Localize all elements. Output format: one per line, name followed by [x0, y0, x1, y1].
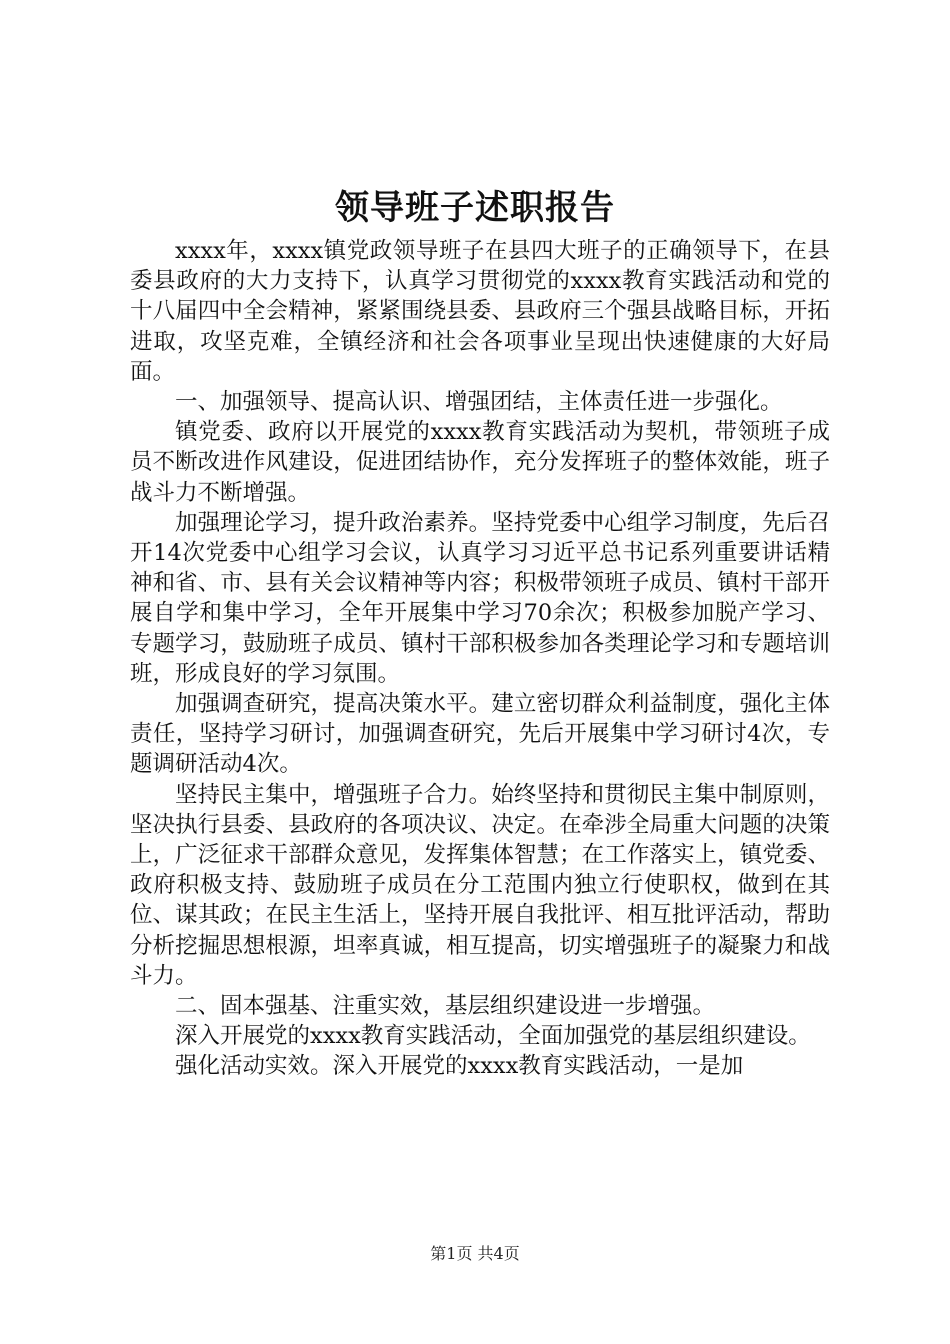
paragraph: 坚持民主集中，增强班子合力。始终坚持和贯彻民主集中制原则，坚决执行县委、县政府的各项决议、决定。在牵涉全局重大问题的决策上，广泛征求干部群众意见，发挥集体智慧；在工作落实上，镇党委、政府积极支持、鼓励班子成员在分工范围内独立行使职权，做到在其位、谋其政；在民主生活上，坚持开展自我批评、相互批评活动，帮助分析挖掘思想根源，坦率真诚，相互提高，切实增强班子的凝聚力和战斗力。 [130, 781, 830, 989]
paragraph: 加强理论学习，提升政治素养。坚持党委中心组学习制度，先后召开14次党委中心组学习会议，认真学习习近平总书记系列重要讲话精神和省、市、县有关会议精神等内容；积极带领班子成员、镇村干部开展自学和集中学习，全年开展集中学习70余次；积极参加脱产学习、专题学习，鼓励班子成员、镇村干部积极参加各类理论学习和专题培训班，形成良好的学习氛围。 [130, 509, 830, 687]
paragraph: 加强调查研究，提高决策水平。建立密切群众利益制度，强化主体责任，坚持学习研讨，加强调查研究，先后开展集中学习研讨4次，专题调研活动4次。 [130, 691, 830, 778]
section-heading-1: 一、加强领导、提高认识、增强团结，主体责任进一步强化。 [175, 389, 783, 416]
paragraph: 强化活动实效。深入开展党的xxxx教育实践活动，一是加 [175, 1053, 744, 1080]
paragraph: 深入开展党的xxxx教育实践活动，全面加强党的基层组织建设。 [175, 1023, 811, 1050]
paragraph: 镇党委、政府以开展党的xxxx教育实践活动为契机，带领班子成员不断改进作风建设，促进团结协作，充分发挥班子的整体效能，班子战斗力不断增强。 [130, 419, 830, 506]
section-heading-2: 二、固本强基、注重实效，基层组织建设进一步增强。 [175, 993, 716, 1020]
page-number-footer: 第1页 共4页 [430, 1244, 520, 1263]
document-body [130, 236, 830, 1082]
paragraph-intro: xxxx年，xxxx镇党政领导班子在县四大班子的正确领导下，在县委县政府的大力支持下，认真学习贯彻党的xxxx教育实践活动和党的十八届四中全会精神，紧紧围绕县委、县政府三个强县战略目标，开拓进取，攻坚克难，全镇经济和社会各项事业呈现出快速健康的大好局面。 [130, 238, 830, 385]
document-title: 领导班子述职报告 [335, 188, 615, 228]
